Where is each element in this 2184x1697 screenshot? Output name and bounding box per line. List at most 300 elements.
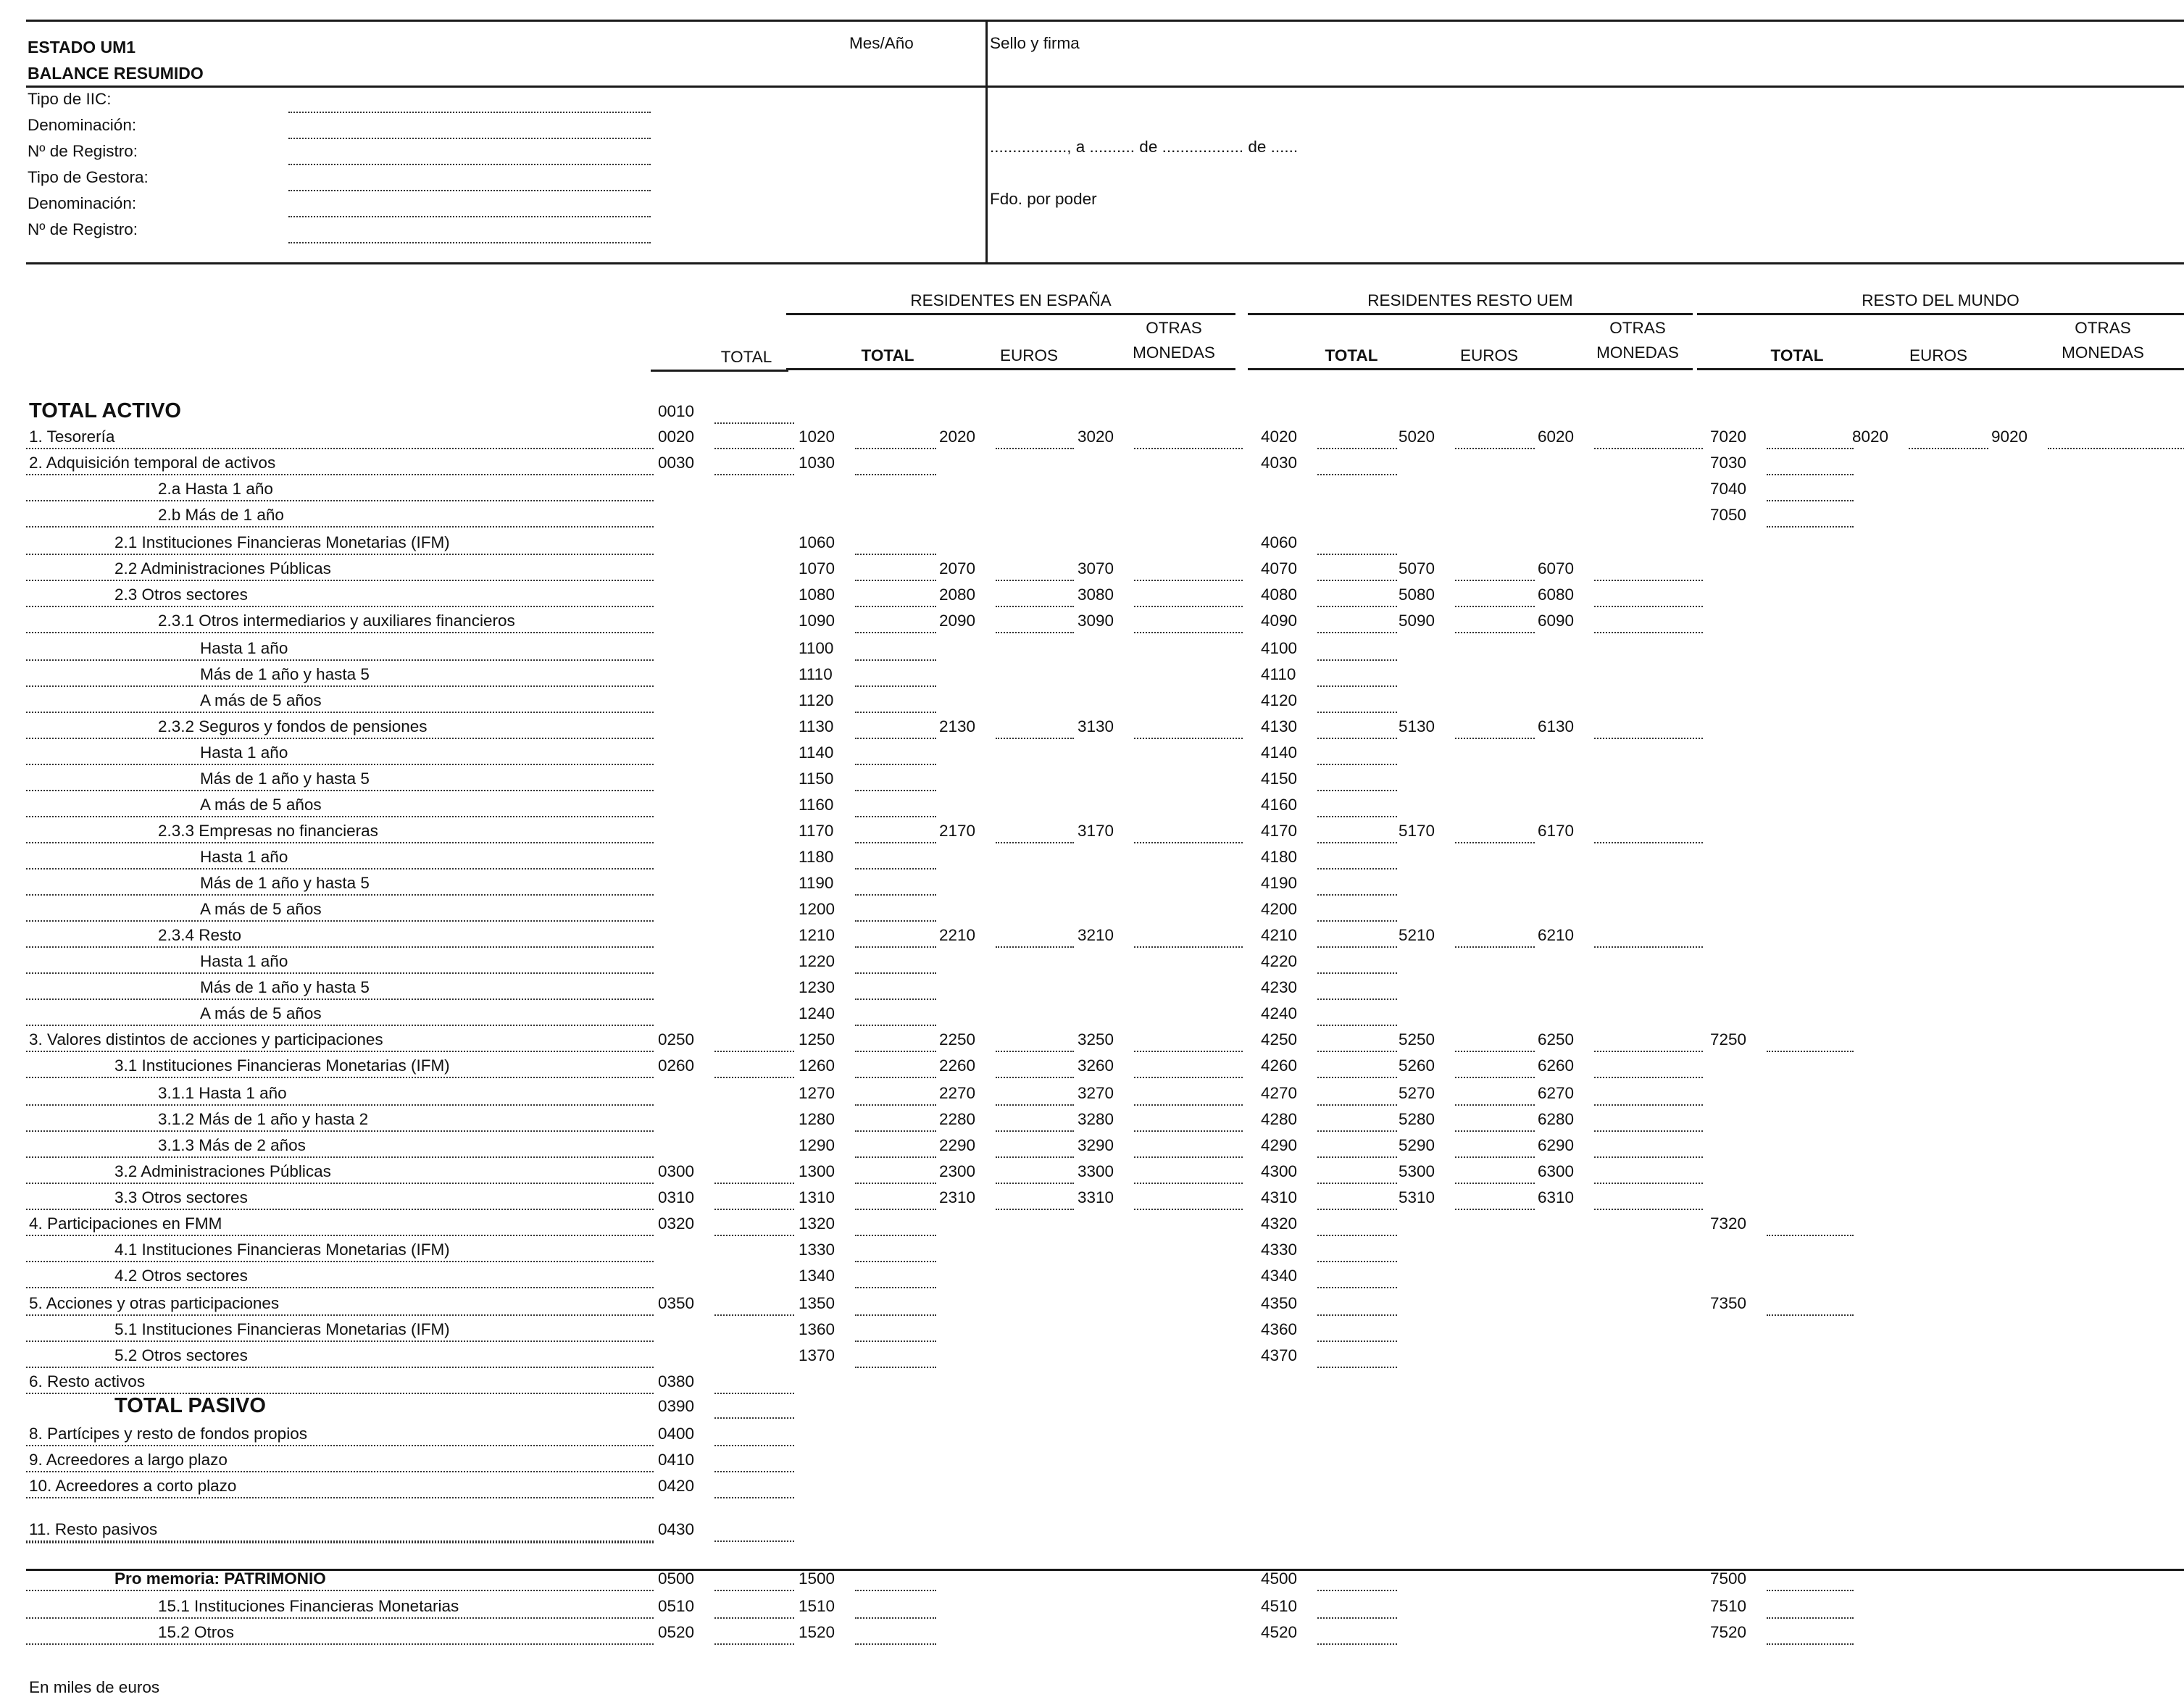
row-leader: [26, 526, 654, 528]
row-value-field[interactable]: [714, 1471, 794, 1472]
row-value-field[interactable]: [1317, 1051, 1397, 1052]
row-value-field[interactable]: [1594, 1183, 1703, 1184]
id-field-input[interactable]: [288, 112, 651, 113]
row-value-field[interactable]: [1455, 738, 1535, 739]
row-value-field[interactable]: [714, 1235, 794, 1236]
row-value-field[interactable]: [855, 1314, 936, 1316]
row-code: 1240: [799, 1004, 835, 1022]
row-code: 5080: [1399, 585, 1435, 604]
id-field-input[interactable]: [288, 242, 651, 243]
row-value-field[interactable]: [855, 554, 936, 555]
row-value-field[interactable]: [1455, 448, 1535, 449]
row-value-field[interactable]: [1317, 1590, 1397, 1591]
row-value-field[interactable]: [714, 1393, 794, 1394]
resto-pasivos-leader: [26, 1542, 654, 1543]
row-value-field[interactable]: [855, 1130, 936, 1132]
row-value-field[interactable]: [1317, 474, 1397, 475]
row-value-field[interactable]: [1455, 946, 1535, 948]
row-value-field[interactable]: [855, 1287, 936, 1288]
row-value-field[interactable]: [996, 1209, 1074, 1210]
row-value-field[interactable]: [1317, 1367, 1397, 1368]
row-value-field[interactable]: [1455, 1156, 1535, 1158]
row-label: Hasta 1 año: [200, 848, 288, 866]
row-code: 5260: [1399, 1056, 1435, 1075]
row-value-field[interactable]: [714, 1445, 794, 1446]
row-code: 3270: [1078, 1084, 1114, 1102]
row-code: 8020: [1852, 428, 1889, 446]
row-value-field[interactable]: [1134, 1104, 1243, 1106]
row-value-field[interactable]: [1767, 526, 1854, 528]
row-value-field[interactable]: [1134, 1130, 1243, 1132]
header-top-rule: [26, 20, 2184, 22]
row-value-field[interactable]: [1767, 1643, 1854, 1645]
row-value-field[interactable]: [855, 580, 936, 581]
row-code: 6280: [1538, 1110, 1575, 1128]
row-code: 4250: [1261, 1030, 1298, 1048]
row-value-field[interactable]: [1767, 1051, 1854, 1052]
row-value-field[interactable]: [1594, 1051, 1703, 1052]
row-code: 1190: [799, 874, 834, 892]
col-subheader-otras: OTRAS: [1609, 319, 1666, 337]
row-code: 7500: [1710, 1569, 1747, 1588]
row-code: 3290: [1078, 1136, 1114, 1154]
row-value-field[interactable]: [1455, 606, 1535, 607]
col-subheader-euros: EUROS: [1909, 346, 1967, 364]
row-value-field[interactable]: [1767, 448, 1854, 449]
row-value-field[interactable]: [1317, 946, 1397, 948]
row-value-field[interactable]: [2048, 448, 2184, 449]
row-code: 2210: [939, 926, 976, 944]
row-code: 4230: [1261, 978, 1298, 996]
row-value-field[interactable]: [996, 1077, 1074, 1078]
row-value-field[interactable]: [1317, 448, 1397, 449]
row-code: 2270: [939, 1084, 976, 1102]
row-value-field[interactable]: [996, 1051, 1074, 1052]
row-value-field[interactable]: [996, 1130, 1074, 1132]
row-code: 1110: [799, 665, 833, 683]
row-label: A más de 5 años: [200, 900, 322, 918]
row-label: 2. Adquisición temporal de activos: [29, 454, 276, 472]
row-code: 4070: [1261, 559, 1298, 578]
row-value-field[interactable]: [1317, 1077, 1397, 1078]
row-value-field[interactable]: [1455, 580, 1535, 581]
row-code: 0260: [658, 1056, 695, 1075]
row-value-field[interactable]: [996, 1104, 1074, 1106]
row-value-field[interactable]: [1317, 659, 1397, 661]
row-code: 6070: [1538, 559, 1575, 578]
row-code: 1060: [799, 533, 835, 551]
row-value-field[interactable]: [1594, 946, 1703, 948]
row-value-field[interactable]: [855, 894, 936, 896]
row-code: 1320: [799, 1214, 835, 1233]
row-value-field[interactable]: [1455, 1104, 1535, 1106]
row-label: 15.2 Otros: [158, 1623, 235, 1641]
row-code: 1020: [799, 428, 835, 446]
row-leader: [26, 1367, 654, 1368]
row-value-field[interactable]: [855, 632, 936, 633]
row-value-field[interactable]: [1455, 1209, 1535, 1210]
row-value-field[interactable]: [855, 920, 936, 922]
row-value-field[interactable]: [1594, 842, 1703, 843]
row-value-field[interactable]: [855, 764, 936, 765]
row-value-field[interactable]: [714, 448, 794, 449]
col-subheader-euros: EUROS: [999, 346, 1058, 364]
row-code: 4100: [1261, 639, 1298, 657]
row-value-field[interactable]: [1134, 606, 1243, 607]
col-total-header: TOTAL: [720, 348, 772, 366]
row-value-field[interactable]: [1455, 1051, 1535, 1052]
row-value-field[interactable]: [714, 1643, 794, 1645]
row-value-field[interactable]: [1317, 632, 1397, 633]
row-value-field[interactable]: [855, 1590, 936, 1591]
row-value-field[interactable]: [996, 842, 1074, 843]
row-code: 4130: [1261, 717, 1298, 735]
row-value-field[interactable]: [1317, 894, 1397, 896]
row-code: 1200: [799, 900, 835, 918]
row-code: 0320: [658, 1214, 695, 1233]
id-field-label: Nº de Registro:: [28, 220, 138, 238]
row-code: 7510: [1710, 1597, 1747, 1615]
row-value-field[interactable]: [1455, 1130, 1535, 1132]
row-value-field[interactable]: [855, 1643, 936, 1645]
row-value-field[interactable]: [1594, 606, 1703, 607]
place-date-line[interactable]: ................., a .......... de .................. de ......: [990, 138, 1299, 156]
row-leader: [26, 1643, 654, 1645]
row-value-field[interactable]: [714, 1590, 794, 1591]
row-value-field[interactable]: [1134, 1183, 1243, 1184]
col-group-header: RESTO DEL MUNDO: [1862, 291, 2020, 309]
row-label: Pro memoria: PATRIMONIO: [114, 1569, 326, 1588]
row-code: 1130: [799, 717, 834, 735]
row-value-field[interactable]: [855, 606, 936, 607]
row-value-field[interactable]: [1594, 580, 1703, 581]
row-value-field[interactable]: [855, 842, 936, 843]
row-code: 6130: [1538, 717, 1575, 735]
col-subheader-monedas: MONEDAS: [2062, 343, 2144, 362]
row-value-field[interactable]: [996, 738, 1074, 739]
row-code: 4510: [1261, 1597, 1298, 1615]
row-value-field[interactable]: [1317, 1235, 1397, 1236]
row-label: 1. Tesorería: [29, 428, 115, 446]
row-code: 2260: [939, 1056, 976, 1075]
row-value-field[interactable]: [714, 1417, 794, 1419]
row-value-field[interactable]: [714, 1497, 794, 1498]
row-value-field[interactable]: [1317, 685, 1397, 687]
row-leader: [26, 659, 654, 661]
row-label: TOTAL ACTIVO: [29, 399, 181, 422]
row-value-field[interactable]: [714, 422, 794, 424]
row-code: 1300: [799, 1162, 835, 1180]
form-title: ESTADO UM1: [28, 38, 136, 57]
row-code: 4240: [1261, 1004, 1298, 1022]
row-value-field[interactable]: [996, 448, 1074, 449]
row-code: 0030: [658, 454, 695, 472]
row-label: 2.3.1 Otros intermediarios y auxiliares financieros: [158, 612, 515, 630]
row-leader: [26, 1077, 654, 1078]
row-value-field[interactable]: [1767, 500, 1854, 501]
id-field-input[interactable]: [288, 138, 651, 139]
row-value-field[interactable]: [1134, 1209, 1243, 1210]
row-value-field[interactable]: [1134, 580, 1243, 581]
row-code: 2090: [939, 612, 976, 630]
header-divider: [985, 20, 988, 264]
row-label: 3. Valores distintos de acciones y participaciones: [29, 1030, 383, 1048]
row-value-field[interactable]: [855, 1077, 936, 1078]
row-value-field[interactable]: [996, 580, 1074, 581]
row-code: 5070: [1399, 559, 1435, 578]
row-value-field[interactable]: [1317, 1130, 1397, 1132]
row-value-field[interactable]: [996, 632, 1074, 633]
signed-by-proxy-label: Fdo. por poder: [990, 190, 1097, 208]
id-field-input[interactable]: [288, 190, 651, 191]
row-value-field[interactable]: [714, 1617, 794, 1619]
row-value-field[interactable]: [1767, 1617, 1854, 1619]
row-code: 3090: [1078, 612, 1114, 630]
row-value-field[interactable]: [855, 1261, 936, 1262]
row-label: 11. Resto pasivos: [29, 1520, 158, 1538]
row-value-field[interactable]: [855, 816, 936, 817]
id-field-input[interactable]: [288, 216, 651, 217]
row-value-field[interactable]: [855, 712, 936, 713]
row-leader: [26, 816, 654, 817]
row-value-field[interactable]: [1134, 738, 1243, 739]
row-value-field[interactable]: [855, 474, 936, 475]
row-code: 0380: [658, 1372, 695, 1390]
row-leader: [26, 868, 654, 870]
col-group-rule: [1248, 313, 1693, 315]
row-value-field[interactable]: [855, 972, 936, 974]
row-value-field[interactable]: [1455, 632, 1535, 633]
row-value-field[interactable]: [855, 659, 936, 661]
row-value-field[interactable]: [1317, 1261, 1397, 1262]
row-code: 4310: [1261, 1188, 1298, 1206]
row-code: 0510: [658, 1597, 695, 1615]
row-value-field[interactable]: [855, 790, 936, 791]
row-code: 0410: [658, 1451, 695, 1469]
row-value-field[interactable]: [855, 998, 936, 1000]
row-code: 3260: [1078, 1056, 1114, 1075]
row-value-field[interactable]: [1317, 790, 1397, 791]
row-value-field[interactable]: [1317, 1314, 1397, 1316]
row-code: 6210: [1538, 926, 1575, 944]
row-leader: [26, 1617, 654, 1619]
row-value-field[interactable]: [1594, 1130, 1703, 1132]
row-value-field[interactable]: [1134, 1156, 1243, 1158]
row-value-field[interactable]: [855, 1367, 936, 1368]
row-label: 5. Acciones y otras participaciones: [29, 1294, 280, 1312]
row-value-field[interactable]: [855, 1617, 936, 1619]
row-code: 4020: [1261, 428, 1298, 446]
row-value-field[interactable]: [1134, 448, 1243, 449]
row-value-field[interactable]: [1317, 1617, 1397, 1619]
row-code: 1150: [799, 770, 834, 788]
row-value-field[interactable]: [855, 946, 936, 948]
row-value-field[interactable]: [714, 1077, 794, 1078]
col-subheader-monedas: MONEDAS: [1596, 343, 1679, 362]
row-code: 0500: [658, 1569, 695, 1588]
row-leader: [26, 920, 654, 922]
row-leader: [26, 738, 654, 739]
row-value-field[interactable]: [714, 1183, 794, 1184]
row-value-field[interactable]: [714, 1540, 794, 1542]
row-leader: [26, 1156, 654, 1158]
row-value-field[interactable]: [1317, 1287, 1397, 1288]
row-value-field[interactable]: [1455, 1077, 1535, 1078]
row-value-field[interactable]: [1317, 868, 1397, 870]
row-leader: [26, 1261, 654, 1262]
row-code: 3210: [1078, 926, 1114, 944]
row-value-field[interactable]: [855, 1025, 936, 1026]
row-code: 2020: [939, 428, 976, 446]
row-value-field[interactable]: [1317, 1104, 1397, 1106]
row-code: 5250: [1399, 1030, 1435, 1048]
row-value-field[interactable]: [1317, 1643, 1397, 1645]
row-value-field[interactable]: [714, 474, 794, 475]
row-code: 1330: [799, 1241, 835, 1259]
row-code: 0400: [658, 1425, 695, 1443]
row-code: 4270: [1261, 1084, 1298, 1102]
row-code: 0390: [658, 1397, 695, 1415]
row-value-field[interactable]: [714, 1314, 794, 1316]
row-value-field[interactable]: [1317, 738, 1397, 739]
row-value-field[interactable]: [855, 1183, 936, 1184]
row-value-field[interactable]: [855, 1051, 936, 1052]
col-subheader-euros: EUROS: [1459, 346, 1518, 364]
row-leader: [26, 1235, 654, 1236]
row-code: 4330: [1261, 1241, 1298, 1259]
row-code: 1280: [799, 1110, 835, 1128]
row-value-field[interactable]: [1317, 1340, 1397, 1342]
row-value-field[interactable]: [1317, 554, 1397, 555]
row-value-field[interactable]: [996, 1183, 1074, 1184]
row-value-field[interactable]: [1317, 998, 1397, 1000]
row-value-field[interactable]: [1909, 448, 1988, 449]
row-value-field[interactable]: [1134, 632, 1243, 633]
row-value-field[interactable]: [855, 1209, 936, 1210]
row-code: 4320: [1261, 1214, 1298, 1233]
row-value-field[interactable]: [1594, 1077, 1703, 1078]
row-value-field[interactable]: [1317, 920, 1397, 922]
row-value-field[interactable]: [855, 448, 936, 449]
row-value-field[interactable]: [855, 1235, 936, 1236]
row-value-field[interactable]: [1594, 1209, 1703, 1210]
row-value-field[interactable]: [1317, 1025, 1397, 1026]
row-value-field[interactable]: [855, 1104, 936, 1106]
row-value-field[interactable]: [855, 1340, 936, 1342]
row-code: 5280: [1399, 1110, 1435, 1128]
row-code: 6020: [1538, 428, 1575, 446]
row-value-field[interactable]: [1317, 712, 1397, 713]
row-leader: [26, 1051, 654, 1052]
row-value-field[interactable]: [855, 738, 936, 739]
row-value-field[interactable]: [855, 868, 936, 870]
row-leader: [26, 606, 654, 607]
row-value-field[interactable]: [1767, 474, 1854, 475]
id-field-label: Tipo de IIC:: [28, 90, 112, 108]
row-label: 2.3.3 Empresas no financieras: [158, 822, 378, 840]
row-leader: [26, 1314, 654, 1316]
row-value-field[interactable]: [1594, 632, 1703, 633]
row-leader: [26, 712, 654, 713]
row-code: 6170: [1538, 822, 1575, 840]
row-value-field[interactable]: [855, 1156, 936, 1158]
row-value-field[interactable]: [1134, 946, 1243, 948]
row-code: 7030: [1710, 454, 1747, 472]
row-value-field[interactable]: [1767, 1590, 1854, 1591]
row-value-field[interactable]: [1594, 1104, 1703, 1106]
row-label: Más de 1 año y hasta 5: [200, 665, 370, 683]
row-code: 0350: [658, 1294, 695, 1312]
row-value-field[interactable]: [1317, 580, 1397, 581]
id-field-label: Tipo de Gestora:: [28, 168, 149, 186]
row-label: 2.2 Administraciones Públicas: [114, 559, 331, 578]
row-value-field[interactable]: [1317, 606, 1397, 607]
row-value-field[interactable]: [1317, 1156, 1397, 1158]
row-code: 2070: [939, 559, 976, 578]
row-code: 4210: [1261, 926, 1298, 944]
row-value-field[interactable]: [1134, 1051, 1243, 1052]
row-value-field[interactable]: [1134, 1077, 1243, 1078]
id-field-label: Denominación:: [28, 194, 137, 212]
row-value-field[interactable]: [1594, 448, 1703, 449]
row-value-field[interactable]: [855, 685, 936, 687]
row-leader: [26, 685, 654, 687]
row-value-field[interactable]: [996, 946, 1074, 948]
row-value-field[interactable]: [1317, 816, 1397, 817]
row-code: 1500: [799, 1569, 835, 1588]
row-label: 4.1 Instituciones Financieras Monetarias (IFM): [114, 1241, 450, 1259]
row-value-field[interactable]: [1594, 1156, 1703, 1158]
row-value-field[interactable]: [1767, 1235, 1854, 1236]
row-label: 2.1 Instituciones Financieras Monetarias (IFM): [114, 533, 450, 551]
row-value-field[interactable]: [1317, 764, 1397, 765]
row-value-field[interactable]: [1455, 1183, 1535, 1184]
row-code: 3170: [1078, 822, 1114, 840]
row-label: 3.1 Instituciones Financieras Monetarias (IFM): [114, 1056, 450, 1075]
row-value-field[interactable]: [1317, 1209, 1397, 1210]
row-leader: [26, 1183, 654, 1184]
row-value-field[interactable]: [1594, 738, 1703, 739]
row-code: 4150: [1261, 770, 1298, 788]
row-label: 2.a Hasta 1 año: [158, 480, 273, 498]
row-value-field[interactable]: [996, 1156, 1074, 1158]
row-code: 7520: [1710, 1623, 1747, 1641]
row-code: 3310: [1078, 1188, 1114, 1206]
row-label: 5.2 Otros sectores: [114, 1346, 248, 1364]
row-value-field[interactable]: [996, 606, 1074, 607]
row-code: 1160: [799, 796, 834, 814]
row-label: 6. Resto activos: [29, 1372, 146, 1390]
row-value-field[interactable]: [714, 1051, 794, 1052]
row-leader: [26, 500, 654, 501]
row-value-field[interactable]: [1134, 842, 1243, 843]
row-code: 4360: [1261, 1320, 1298, 1338]
col-subheader-total: TOTAL: [1325, 346, 1378, 364]
mes-ano-label: Mes/Año: [849, 34, 914, 52]
row-value-field[interactable]: [1317, 1183, 1397, 1184]
row-value-field[interactable]: [1767, 1314, 1854, 1316]
col-subheader-otras: OTRAS: [1146, 319, 1202, 337]
id-field-input[interactable]: [288, 164, 651, 165]
row-value-field[interactable]: [1455, 842, 1535, 843]
row-value-field[interactable]: [1317, 842, 1397, 843]
row-value-field[interactable]: [714, 1209, 794, 1210]
row-leader: [26, 1104, 654, 1106]
row-leader: [26, 632, 654, 633]
row-value-field[interactable]: [1317, 972, 1397, 974]
row-code: 1520: [799, 1623, 835, 1641]
row-code: 7040: [1710, 480, 1747, 498]
